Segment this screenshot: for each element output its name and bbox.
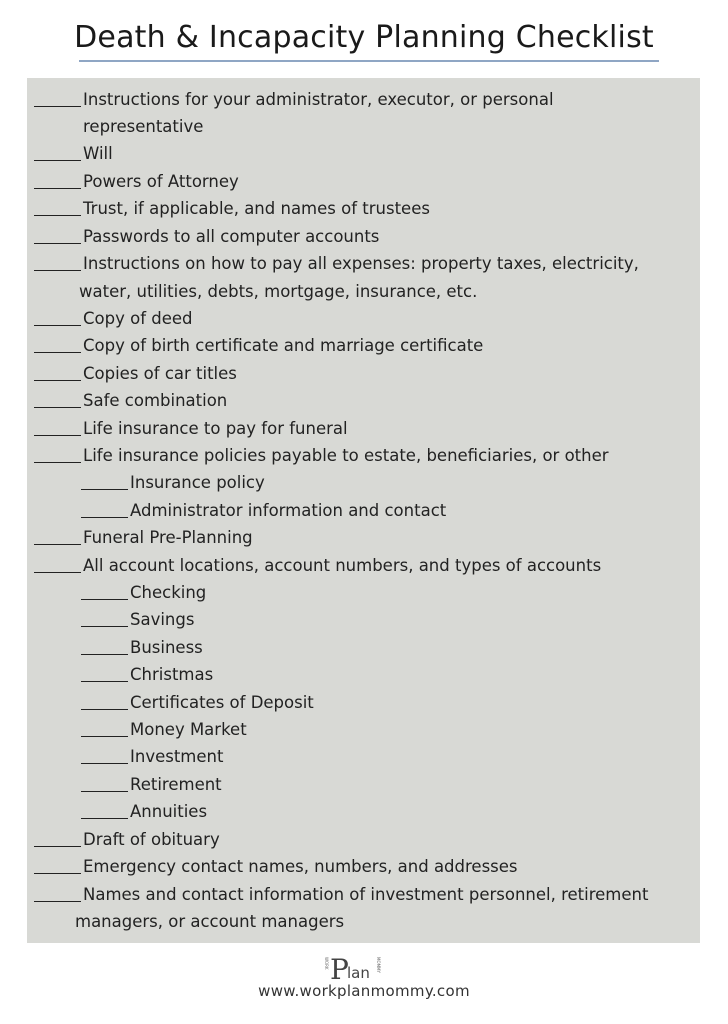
checklist-item-label: Instructions on how to pay all expenses: property taxes, electricity, bbox=[83, 254, 639, 273]
logo-mommy-text: MOMMY bbox=[376, 957, 381, 973]
logo-work-text: WORK bbox=[324, 957, 329, 970]
checklist-subitem bbox=[27, 469, 700, 496]
checklist-item-label: Draft of obituary bbox=[83, 830, 220, 849]
logo-lan-text: lan bbox=[347, 964, 370, 982]
checklist-item bbox=[27, 332, 700, 359]
checklist-subitem bbox=[27, 798, 700, 825]
checklist-item-label: Certificates of Deposit bbox=[130, 693, 314, 712]
checkbox-blank-line[interactable] bbox=[81, 818, 128, 819]
checklist-item bbox=[27, 826, 700, 853]
checkbox-blank-line[interactable] bbox=[34, 544, 81, 545]
checklist-item bbox=[27, 881, 700, 908]
checklist-item bbox=[27, 853, 700, 880]
checklist-item bbox=[27, 305, 700, 332]
checklist-item-label: Trust, if applicable, and names of trustees bbox=[83, 199, 430, 218]
checklist-item bbox=[27, 223, 700, 250]
checkbox-blank-line[interactable] bbox=[34, 462, 81, 463]
checklist-item-label: representative bbox=[83, 117, 204, 136]
checklist-item bbox=[27, 415, 700, 442]
checklist-subitem bbox=[27, 689, 700, 716]
checkbox-blank-line[interactable] bbox=[81, 791, 128, 792]
website-url[interactable]: www.workplanmommy.com bbox=[258, 982, 470, 1000]
checklist-subitem bbox=[27, 579, 700, 606]
checklist-item-label: Passwords to all computer accounts bbox=[83, 227, 380, 246]
checklist-item-label: Copies of car titles bbox=[83, 364, 237, 383]
checklist-subitem bbox=[27, 634, 700, 661]
checkbox-blank-line[interactable] bbox=[81, 736, 128, 737]
checklist-subitem bbox=[27, 716, 700, 743]
checkbox-blank-line[interactable] bbox=[34, 901, 81, 902]
checklist-item-label: Administrator information and contact bbox=[130, 501, 447, 520]
checklist-subitem bbox=[27, 661, 700, 688]
checklist-item-continuation bbox=[27, 278, 700, 305]
checklist-item-continuation bbox=[27, 908, 700, 935]
checkbox-blank-line[interactable] bbox=[81, 681, 128, 682]
checklist-subitem bbox=[27, 606, 700, 633]
checklist-item-label: Funeral Pre-Planning bbox=[83, 528, 253, 547]
checklist-subitem bbox=[27, 497, 700, 524]
checklist-item-label: Business bbox=[130, 638, 203, 657]
checkbox-blank-line[interactable] bbox=[81, 626, 128, 627]
checklist-item-label: Emergency contact names, numbers, and addresses bbox=[83, 857, 518, 876]
checklist-subitem bbox=[27, 743, 700, 770]
checklist-item-label: Life insurance to pay for funeral bbox=[83, 419, 348, 438]
checkbox-blank-line[interactable] bbox=[81, 599, 128, 600]
checkbox-blank-line[interactable] bbox=[34, 846, 81, 847]
checkbox-blank-line[interactable] bbox=[34, 325, 81, 326]
checklist-subitem bbox=[27, 771, 700, 798]
checklist-item-label: managers, or account managers bbox=[75, 912, 345, 931]
checklist-item bbox=[27, 140, 700, 167]
checklist-item-label: Will bbox=[83, 144, 113, 163]
checklist-item bbox=[27, 552, 700, 579]
checklist-item-label: Christmas bbox=[130, 665, 214, 684]
checkbox-blank-line[interactable] bbox=[81, 517, 128, 518]
checkbox-blank-line[interactable] bbox=[34, 106, 81, 107]
checklist-item-continuation bbox=[27, 113, 700, 140]
checkbox-blank-line[interactable] bbox=[34, 407, 81, 408]
checklist-item-label: Retirement bbox=[130, 775, 222, 794]
checklist-item-label: Savings bbox=[130, 610, 195, 629]
checklist-item-label: Money Market bbox=[130, 720, 247, 739]
checkbox-blank-line[interactable] bbox=[34, 243, 81, 244]
checkbox-blank-line[interactable] bbox=[34, 160, 81, 161]
checklist-item bbox=[27, 168, 700, 195]
checklist-item-label: Checking bbox=[130, 583, 207, 602]
checklist-item-label: Powers of Attorney bbox=[83, 172, 239, 191]
title-underline bbox=[79, 60, 659, 62]
checklist-panel bbox=[27, 78, 700, 943]
checklist-item-label: All account locations, account numbers, and types of accounts bbox=[83, 556, 602, 575]
checkbox-blank-line[interactable] bbox=[81, 489, 128, 490]
checklist-item-label: water, utilities, debts, mortgage, insurance, etc. bbox=[79, 282, 478, 301]
checklist-item bbox=[27, 387, 700, 414]
checklist-item-label: Instructions for your administrator, executor, or personal bbox=[83, 90, 554, 109]
checklist-item bbox=[27, 86, 700, 113]
checklist-item-label: Names and contact information of investment personnel, retirement bbox=[83, 885, 649, 904]
checkbox-blank-line[interactable] bbox=[34, 215, 81, 216]
checklist-item bbox=[27, 360, 700, 387]
checklist-item bbox=[27, 524, 700, 551]
checklist-item-label: Safe combination bbox=[83, 391, 228, 410]
checklist-item-label: Investment bbox=[130, 747, 224, 766]
checklist-item bbox=[27, 195, 700, 222]
checkbox-blank-line[interactable] bbox=[34, 270, 81, 271]
checkbox-blank-line[interactable] bbox=[81, 654, 128, 655]
checkbox-blank-line[interactable] bbox=[81, 763, 128, 764]
logo-p-letter: P bbox=[330, 953, 349, 986]
checkbox-blank-line[interactable] bbox=[34, 352, 81, 353]
checkbox-blank-line[interactable] bbox=[34, 380, 81, 381]
checklist-item-label: Copy of deed bbox=[83, 309, 193, 328]
checklist-item-label: Copy of birth certificate and marriage certificate bbox=[83, 336, 484, 355]
checkbox-blank-line[interactable] bbox=[34, 188, 81, 189]
page-title: Death & Incapacity Planning Checklist bbox=[74, 20, 654, 55]
checklist-item bbox=[27, 250, 700, 277]
checkbox-blank-line[interactable] bbox=[34, 435, 81, 436]
checkbox-blank-line[interactable] bbox=[34, 873, 81, 874]
checkbox-blank-line[interactable] bbox=[34, 572, 81, 573]
checklist-item-label: Life insurance policies payable to estate, beneficiaries, or other bbox=[83, 446, 609, 465]
checkbox-blank-line[interactable] bbox=[81, 709, 128, 710]
checklist-item-label: Insurance policy bbox=[130, 473, 265, 492]
checklist-item bbox=[27, 442, 700, 469]
checklist-item-label: Annuities bbox=[130, 802, 208, 821]
